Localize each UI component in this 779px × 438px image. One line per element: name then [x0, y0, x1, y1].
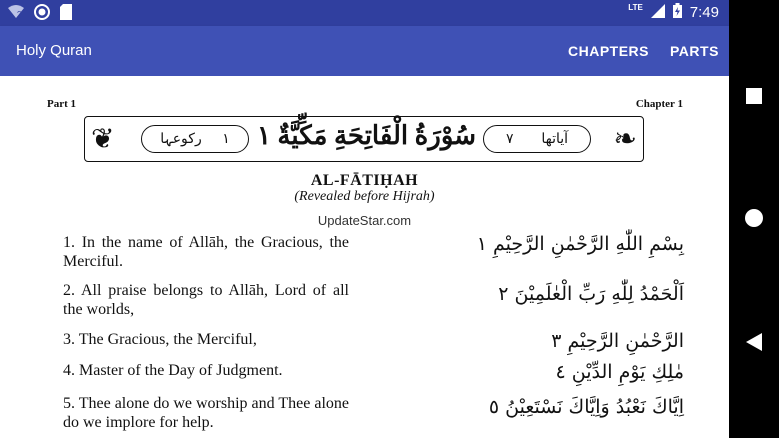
verse-english-1: 1. In the name of Allāh, the Gracious, the Merciful.: [63, 234, 349, 270]
parts-button[interactable]: PARTS: [670, 43, 719, 59]
app-title: Holy Quran: [16, 42, 92, 59]
status-time: 7:49: [689, 4, 719, 21]
system-nav-bar: [729, 0, 779, 438]
app-bar: [0, 26, 729, 76]
ayat-count-oval: [483, 125, 591, 153]
chapter-label: Chapter 1: [635, 98, 683, 110]
verse-arabic-3: الرَّحْمٰنِ الرَّحِيْمِ ٣: [551, 330, 684, 352]
ruku-count-oval: [141, 125, 249, 153]
part-label: Part 1: [47, 98, 77, 110]
recents-button[interactable]: [742, 84, 766, 108]
ruku-number: ١: [222, 131, 230, 147]
quran-page[interactable]: [0, 76, 729, 438]
ruku-label: رکوعہا: [160, 131, 202, 147]
verse-english-5: 5. Thee alone do we worship and Thee alone do we implore for help.: [63, 395, 349, 431]
surah-subheading: (Revealed before Hijrah): [294, 189, 435, 204]
battery-icon: [673, 3, 682, 22]
home-button[interactable]: [742, 206, 766, 230]
watermark: UpdateStar.com: [317, 213, 412, 228]
surah-heading: AL-FĀTIḤAH: [310, 172, 419, 189]
ornament-left-icon: ❦: [91, 124, 115, 155]
network-type: LTE: [628, 3, 643, 12]
ornament-right-icon: ❧: [613, 124, 637, 155]
verse-arabic-4: مٰلِكِ يَوْمِ الدِّيْنِ ٤: [555, 361, 684, 383]
verse-english-3: 3. The Gracious, the Merciful,: [63, 331, 257, 348]
ayat-number: ٧: [505, 131, 514, 147]
sd-card-icon: [60, 4, 72, 25]
wifi-question-icon: [8, 5, 24, 24]
chapters-button[interactable]: CHAPTERS: [568, 43, 650, 59]
verse-arabic-5: اِيَّاكَ نَعْبُدُ وَاِيَّاكَ نَسْتَعِيْنُ ٥: [488, 396, 684, 418]
triangle-back-icon: [746, 333, 762, 351]
circle-icon: [744, 208, 764, 228]
surah-title-arabic: سُوْرَةُ الْفَاتِحَةِ مَكِّيَّةٌ ١: [256, 121, 477, 150]
svg-text:?: ?: [17, 10, 22, 19]
verse-arabic-1: بِسْمِ اللّٰهِ الرَّحْمٰنِ الرَّحِيْمِ ١: [476, 233, 684, 255]
record-icon: [34, 4, 50, 25]
square-icon: [746, 88, 762, 104]
signal-icon: [651, 4, 665, 22]
verse-arabic-2: اَلْحَمْدُ لِلّٰهِ رَبِّ الْعٰلَمِيْنَ ٢: [498, 283, 684, 305]
verse-english-4: 4. Master of the Day of Judgment.: [63, 362, 283, 379]
ayat-label: آياتها: [541, 131, 569, 147]
status-bar: [0, 0, 729, 26]
verse-english-2: 2. All praise belongs to Allāh, Lord of all the worlds,: [63, 282, 349, 318]
back-button[interactable]: [742, 330, 766, 354]
surah-banner: [84, 116, 644, 162]
